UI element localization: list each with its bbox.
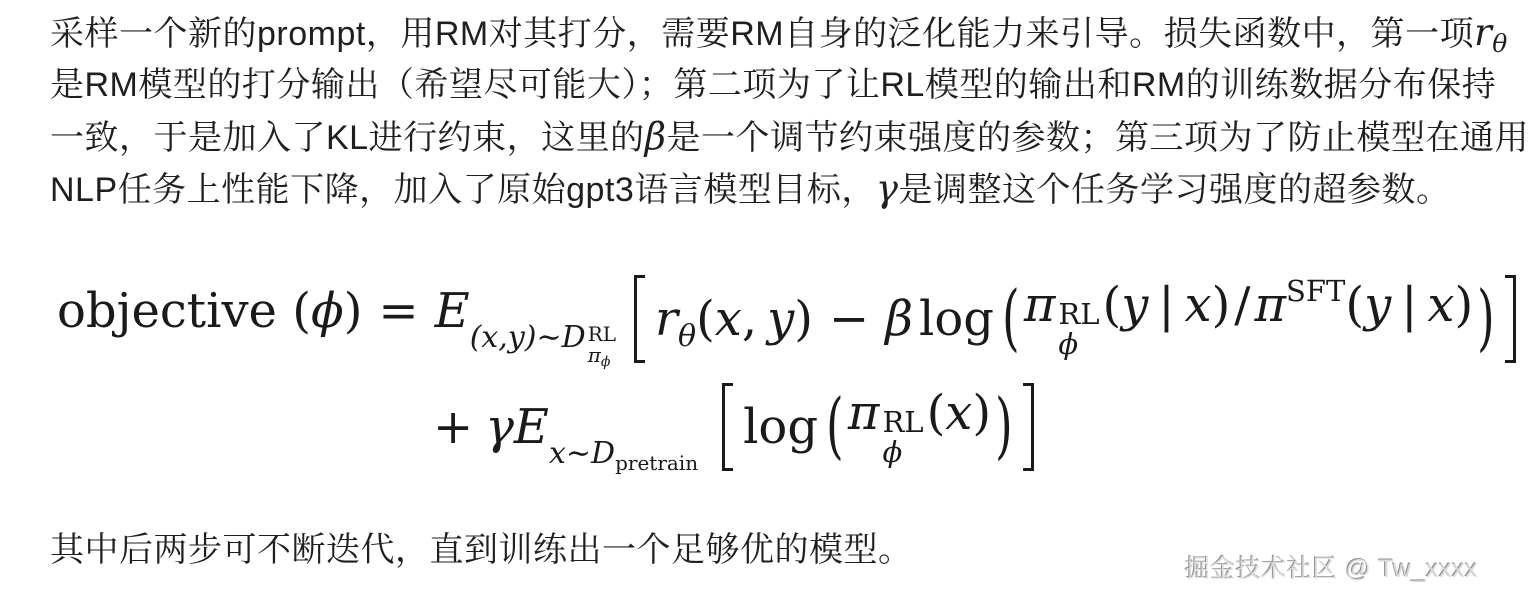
esub-D-sub-pi-phi [587,342,611,370]
pi2-sub-phi: ϕ [882,435,903,469]
pi-sup-RL: RL [1058,297,1100,332]
esub-xy: (x,y)∼ [469,319,562,355]
line3-text-before: 一致，于是加入了KL进行约束，这里的 [50,119,645,157]
gamma-symbol: γ [485,399,514,455]
beta-symbol: β [885,291,913,347]
math-theta-subscript: θ [1492,29,1508,58]
inline-math-r-theta [1474,11,1508,58]
pi3-args-open: ( [926,385,946,442]
text-line-2 [50,59,1529,111]
text-line-4 [50,163,1529,215]
line1-text: 采样一个新的prompt，用RM对其打分，需要RM自身的泛化能力来引导。损失函数中，第一项 [50,15,1475,53]
pi-rl-symbol: π [1023,277,1056,334]
pi-sup-SFT: SFT [1286,274,1346,309]
pi2-args-y: y [1364,277,1392,334]
pi2-args-x: x [1427,277,1455,334]
pi2-args-close: ) [1454,277,1474,334]
phi-symbol: ϕ [310,282,344,339]
expectation-subscript [469,319,617,372]
divide-slash: / [1234,277,1251,334]
right-square-bracket [1505,275,1516,363]
big-paren-open: ( [1002,276,1020,360]
pretrain-expectation [433,399,699,475]
big-paren-close: ) [1477,276,1495,360]
esub-D-sup-RL: RL [587,321,617,346]
pi-sub-phi: ϕ [1058,327,1079,361]
closing-paragraph [50,524,913,576]
reward-term [655,291,998,354]
text-line-1 [50,7,1529,59]
minus-sign: − [829,291,870,347]
pi1-args-x: x [1184,277,1212,334]
right-square-bracket-2 [1023,383,1034,471]
pretrain-policy-term [847,385,992,469]
phi-paren-close: ) [343,282,363,339]
log-word: log [743,399,819,455]
plus-sign: + [433,399,474,455]
expectation-E: E [434,282,470,339]
r-symbol: r [655,291,678,347]
pi1-args-y: y [1121,277,1149,334]
pi-rl2-symbol: π [847,385,880,442]
objective-lhs [57,282,617,370]
pi3-args-x: x [945,385,973,442]
pi1-args-close: ) [1211,277,1231,334]
pi-sft-symbol: π [1254,277,1287,334]
text-line-3 [50,111,1529,163]
phi-small-subscript: ϕ [600,353,611,370]
pi-rl2-scripts [882,405,924,469]
big-paren-open-2: ( [826,384,844,468]
line3-text-after: 是一个调节约束强度的参数；第三项为了防止模型在通用 [666,119,1529,157]
r-args-x: x [714,291,742,347]
inline-math-beta: β [644,115,667,158]
pi1-args-bar: | [1158,277,1175,334]
inline-math-gamma: γ [875,167,899,210]
pi1-args-open: ( [1102,277,1122,334]
esub2-D: D [591,436,616,471]
expectation2-subscript [548,436,699,475]
esub-D-scripts [587,321,617,370]
objective-formula [0,272,1494,474]
line4-text-before: NLP任务上性能下降，加入了原始gpt3语言模型目标， [50,171,876,209]
r-args-y: y [767,291,795,347]
r-args-open: ( [696,291,715,347]
pi-rl-scripts [1058,297,1100,361]
pi2-args-open: ( [1345,277,1365,334]
big-paren-close-2: ) [995,384,1013,468]
policy-ratio [1023,274,1474,361]
line2-text: 是RM模型的打分输出（希望尽可能大）；第二项为了让RL模型的输出和RM的训练数据分布保持 [50,66,1497,104]
pi3-args-close: ) [972,385,992,442]
pi-small-symbol: π [587,342,601,367]
theta-subscript: θ [678,319,697,354]
esub2-pretrain: pretrain [615,451,699,475]
left-square-bracket-2 [722,383,733,471]
closing-text: 其中后两步可不断迭代，直到训练出一个足够优的模型。 [50,531,913,569]
equals-sign: = [378,282,419,339]
objective-word: objective [57,282,277,339]
r-args-comma: , [741,291,758,347]
log-operator-2 [743,399,819,455]
expectation-E2: E [513,399,549,455]
esub2-x: x∼ [548,436,592,471]
phi-paren-open: ( [292,282,311,339]
pi2-args-bar: | [1401,277,1418,334]
watermark: 掘金技术社区 @ Tw_xxxx [1184,555,1478,583]
r-args-close: ) [794,291,813,347]
formula-line-2 [433,380,1494,474]
esub-D: D [561,319,586,355]
left-square-bracket [634,275,645,363]
math-r: r [1474,11,1493,54]
closing-text-line [50,524,913,576]
log-operator: log [918,291,994,347]
formula-line-1 [57,272,1495,370]
intro-paragraph [50,7,1529,215]
pi2-sup-RL: RL [882,405,924,440]
line4-text-after: 是调整这个任务学习强度的超参数。 [898,171,1451,209]
